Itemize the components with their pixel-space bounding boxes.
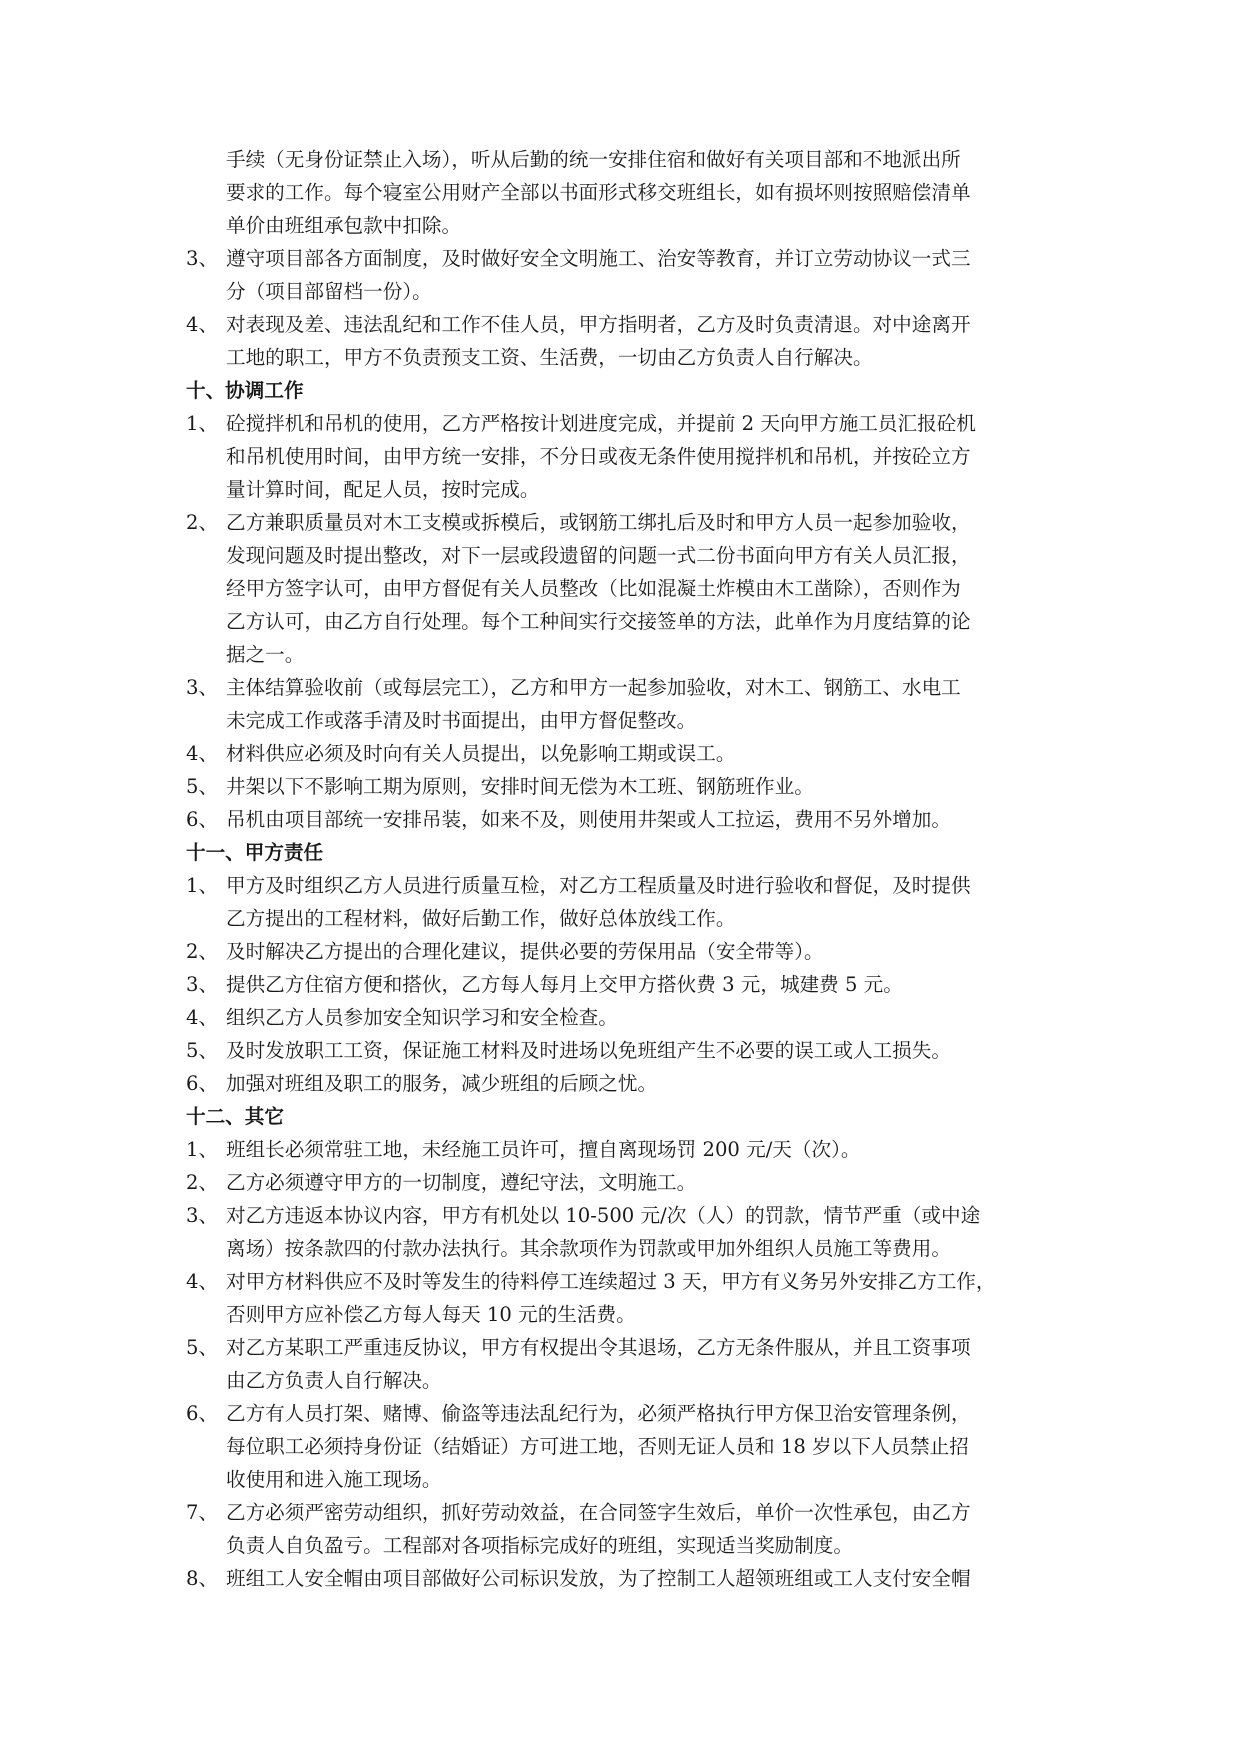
item-number: 4、 <box>186 313 219 336</box>
item-number: 8、 <box>186 1567 219 1590</box>
item-number: 3、 <box>186 676 219 699</box>
text-line <box>186 968 1061 1001</box>
text-line <box>186 572 1061 605</box>
list-item <box>186 671 1061 737</box>
text-line <box>186 1232 1061 1265</box>
text-line <box>186 869 1061 902</box>
item-text: 收使用和进入施工现场。 <box>226 1468 442 1491</box>
text-line <box>186 1397 1061 1430</box>
list-item <box>186 1562 1061 1595</box>
text-line <box>186 1034 1061 1067</box>
item-text: 负责人自负盈亏。工程部对各项指标完成好的班组，实现适当奖励制度。 <box>226 1534 853 1557</box>
text-line <box>186 1463 1061 1496</box>
item-number: 4、 <box>186 1270 219 1293</box>
text-line <box>186 605 1061 638</box>
text-line <box>186 341 1061 374</box>
item-text: 对乙方违返本协议内容，甲方有机处以 10-500 元/次（人）的罚款，情节严重（或中途 <box>226 1204 981 1227</box>
item-text: 据之一。 <box>226 643 305 666</box>
text-line <box>186 1166 1061 1199</box>
item-text: 及时解决乙方提出的合理化建议，提供必要的劳保用品（安全带等）。 <box>226 940 824 963</box>
list-item <box>186 308 1061 374</box>
item-number: 6、 <box>186 808 219 831</box>
list-item <box>186 506 1061 671</box>
item-text: 及时发放职工工资，保证施工材料及时进场以免班组产生不必要的误工或人工损失。 <box>226 1039 951 1062</box>
text-line <box>186 902 1061 935</box>
text-line <box>186 440 1061 473</box>
list-item <box>186 1133 1061 1166</box>
item-text: 否则甲方应补偿乙方每人每天 10 元的生活费。 <box>226 1303 636 1326</box>
item-text: 量计算时间，配足人员，按时完成。 <box>226 478 540 501</box>
item-number: 2、 <box>186 1171 219 1194</box>
text-line <box>186 1298 1061 1331</box>
item-text: 对乙方某职工严重违反协议，甲方有权提出令其退场，乙方无条件服从，并且工资事项 <box>226 1336 971 1359</box>
list-item <box>186 242 1061 308</box>
item-text: 乙方认可，由乙方自行处理。每个工种间实行交接签单的方法，此单作为月度结算的论 <box>226 610 971 633</box>
item-number: 2、 <box>186 511 219 534</box>
item-text: 乙方有人员打架、赌博、偷盗等违法乱纪行为，必须严格执行甲方保卫治安管理条例， <box>226 1402 971 1425</box>
item-text: 遵守项目部各方面制度，及时做好安全文明施工、治安等教育，并订立劳动协议一式三 <box>226 247 971 270</box>
text-line <box>186 638 1061 671</box>
item-text: 离场）按条款四的付款办法执行。其余款项作为罚款或甲加外组织人员施工等费用。 <box>226 1237 951 1260</box>
item-number: 6、 <box>186 1072 219 1095</box>
list-item <box>186 770 1061 803</box>
item-number: 5、 <box>186 1336 219 1359</box>
text-line <box>186 1562 1061 1595</box>
item-text: 提供乙方住宿方便和搭伙，乙方每人每月上交甲方搭伙费 3 元，城建费 5 元。 <box>226 973 903 996</box>
text-line: 手续（无身份证禁止入场），听从后勤的统一安排住宿和做好有关项目部和不地派出所 <box>226 148 961 171</box>
text-line <box>186 539 1061 572</box>
item-number: 1、 <box>186 412 219 435</box>
list-item <box>186 869 1061 935</box>
item-text: 材料供应必须及时向有关人员提出，以免影响工期或误工。 <box>226 742 736 765</box>
item-text: 班组工人安全帽由项目部做好公司标识发放，为了控制工人超领班组或工人支付安全帽 <box>226 1567 971 1590</box>
item-number: 3、 <box>186 247 219 270</box>
item-number: 7、 <box>186 1501 219 1524</box>
item-number: 5、 <box>186 775 219 798</box>
item-text: 对表现及差、违法乱纪和工作不佳人员，甲方指明者，乙方及时负责清退。对中途离开 <box>226 313 971 336</box>
item-text: 砼搅拌机和吊机的使用，乙方严格按计划进度完成，并提前 2 天向甲方施工员汇报砼机 <box>226 412 976 435</box>
item-text: 每位职工必须持身份证（结婚证）方可进工地，否则无证人员和 18 岁以下人员禁止招 <box>226 1435 969 1458</box>
list-item <box>186 1331 1061 1397</box>
item-text: 由乙方负责人自行解决。 <box>226 1369 442 1392</box>
list-item <box>186 935 1061 968</box>
text-line <box>186 737 1061 770</box>
list-item <box>186 407 1061 506</box>
list-item <box>186 1034 1061 1067</box>
list-item <box>186 1166 1061 1199</box>
text-line <box>186 935 1061 968</box>
item-text: 甲方及时组织乙方人员进行质量互检，对乙方工程质量及时进行验收和督促，及时提供 <box>226 874 971 897</box>
list-item <box>186 1067 1061 1100</box>
item-number: 6、 <box>186 1402 219 1425</box>
text-line <box>186 1067 1061 1100</box>
item-text: 对甲方材料供应不及时等发生的待料停工连续超过 3 天，甲方有义务另外安排乙方工作， <box>226 1270 996 1293</box>
text-line <box>186 671 1061 704</box>
item-text: 经甲方签字认可，由甲方督促有关人员整改（比如混凝土炸模由木工凿除），否则作为 <box>226 577 961 600</box>
list-item <box>186 1397 1061 1496</box>
item-number: 5、 <box>186 1039 219 1062</box>
item-text: 乙方必须严密劳动组织，抓好劳动效益，在合同签字生效后，单价一次性承包，由乙方 <box>226 1501 971 1524</box>
text-line <box>186 1364 1061 1397</box>
list-item <box>186 1496 1061 1562</box>
text-line <box>186 1430 1061 1463</box>
item-text: 加强对班组及职工的服务，减少班组的后顾之忧。 <box>226 1072 658 1095</box>
list-item <box>186 1001 1061 1034</box>
text-line: 单价由班组承包款中扣除。 <box>226 214 462 237</box>
text-line <box>186 1265 1061 1298</box>
text-line <box>186 506 1061 539</box>
item-text: 分（项目部留档一份）。 <box>226 280 432 303</box>
item-text: 班组长必须常驻工地，未经施工员许可，擅自离现场罚 200 元/天（次）。 <box>226 1138 861 1161</box>
section-heading: 十、协调工作 <box>186 379 304 402</box>
item-text: 工地的职工，甲方不负责预支工资、生活费，一切由乙方负责人自行解决。 <box>226 346 873 369</box>
item-text: 和吊机使用时间，由甲方统一安排，不分日或夜无条件使用搅拌机和吊机，并按砼立方 <box>226 445 971 468</box>
text-line <box>186 1001 1061 1034</box>
text-line <box>186 803 1061 836</box>
item-number: 4、 <box>186 1006 219 1029</box>
item-number: 1、 <box>186 874 219 897</box>
item-text: 乙方提出的工程材料，做好后勤工作，做好总体放线工作。 <box>226 907 736 930</box>
text-line: 要求的工作。每个寝室公用财产全部以书面形式移交班组长，如有损坏则按照赔偿清单 <box>226 181 971 204</box>
section-heading: 十一、甲方责任 <box>186 841 324 864</box>
item-text: 主体结算验收前（或每层完工），乙方和甲方一起参加验收，对木工、钢筋工、水电工 <box>226 676 961 699</box>
item-text: 乙方兼职质量员对木工支模或拆模后，或钢筋工绑扎后及时和甲方人员一起参加验收， <box>226 511 971 534</box>
text-line <box>186 407 1061 440</box>
text-line <box>186 1496 1061 1529</box>
item-number: 1、 <box>186 1138 219 1161</box>
list-item <box>186 1199 1061 1265</box>
text-line <box>186 473 1061 506</box>
text-line <box>186 275 1061 308</box>
item-number: 2、 <box>186 940 219 963</box>
section-heading: 十二、其它 <box>186 1105 284 1128</box>
text-line <box>186 704 1061 737</box>
item-text: 乙方必须遵守甲方的一切制度，遵纪守法，文明施工。 <box>226 1171 697 1194</box>
item-number: 4、 <box>186 742 219 765</box>
item-text: 未完成工作或落手清及时书面提出，由甲方督促整改。 <box>226 709 697 732</box>
text-line <box>186 770 1061 803</box>
text-line <box>186 1199 1061 1232</box>
list-item <box>186 737 1061 770</box>
item-text: 组织乙方人员参加安全知识学习和安全检查。 <box>226 1006 618 1029</box>
list-item <box>186 803 1061 836</box>
item-number: 3、 <box>186 973 219 996</box>
text-line <box>186 1331 1061 1364</box>
item-text: 井架以下不影响工期为原则，安排时间无偿为木工班、钢筋班作业。 <box>226 775 814 798</box>
item-text: 发现问题及时提出整改，对下一层或段遗留的问题一式二份书面向甲方有关人员汇报， <box>226 544 971 567</box>
list-item <box>186 968 1061 1001</box>
list-item <box>186 1265 1061 1331</box>
text-line <box>186 1133 1061 1166</box>
text-line <box>186 1529 1061 1562</box>
text-line <box>186 308 1061 341</box>
text-line <box>186 242 1061 275</box>
item-text: 吊机由项目部统一安排吊装，如来不及，则使用井架或人工拉运，费用不另外增加。 <box>226 808 951 831</box>
item-number: 3、 <box>186 1204 219 1227</box>
